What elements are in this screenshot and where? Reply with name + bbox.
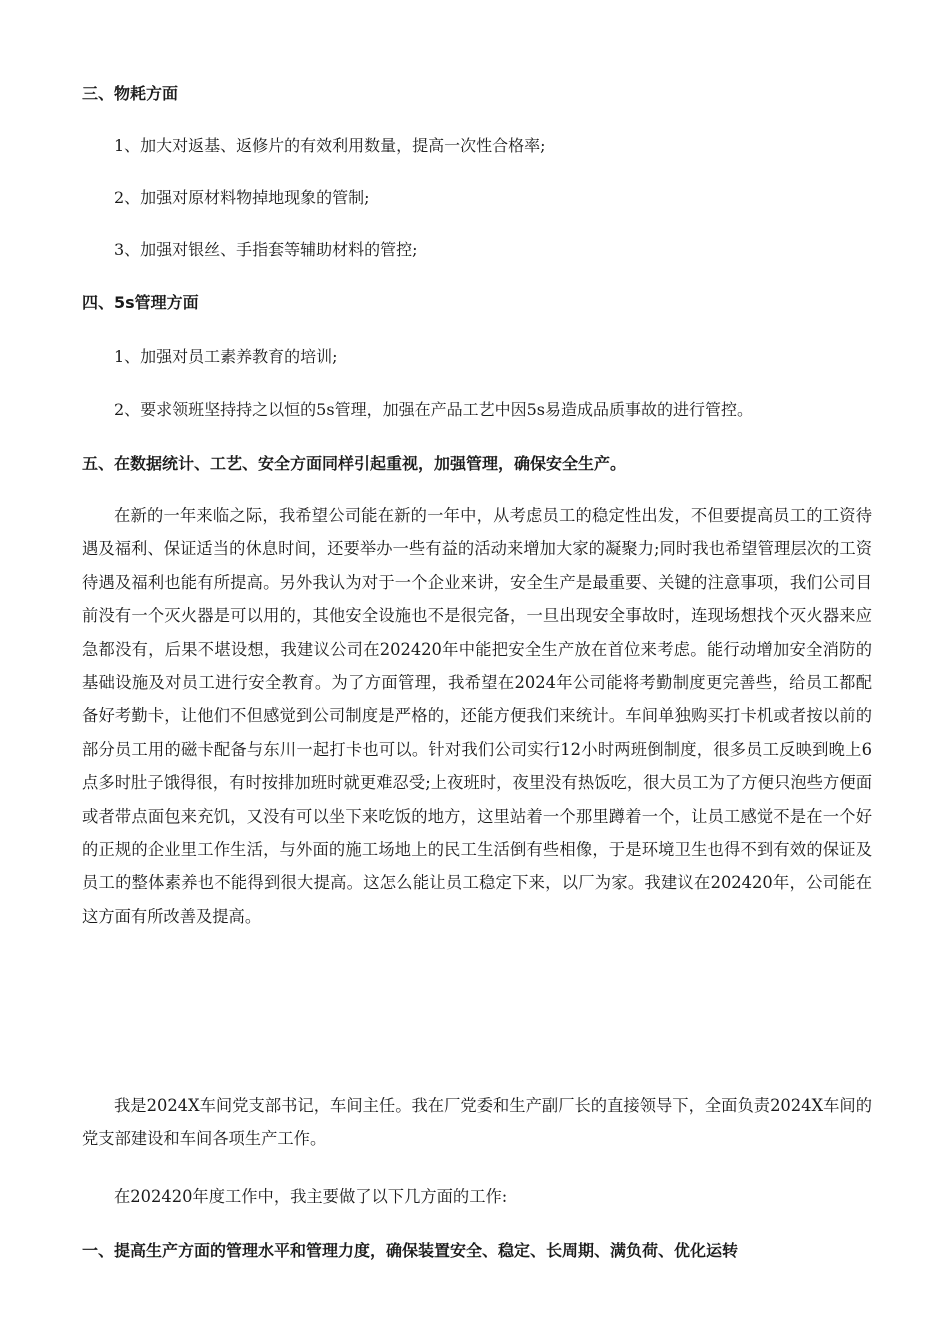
- list-item: 2、要求领班坚持持之以恒的5s管理，加强在产品工艺中因5s易造成品质事故的进行管控。: [114, 400, 753, 419]
- body-paragraph-work-summary: 在202420年度工作中，我主要做了以下几方面的工作:: [114, 1187, 508, 1206]
- section-heading-materials: 三、物耗方面: [82, 84, 179, 103]
- section-heading-5s: 四、5s管理方面: [82, 293, 199, 312]
- section-heading-production: 一、提高生产方面的管理水平和管理力度，确保装置安全、稳定、长周期、满负荷、优化运转: [82, 1241, 739, 1260]
- list-item: 1、加强对员工素养教育的培训;: [114, 347, 338, 366]
- body-paragraph-suggestions: 在新的一年来临之际，我希望公司能在新的一年中，从考虑员工的稳定性出发，不但要提高员工的工资待遇及福利、保证适当的休息时间，还要举办一些有益的活动来增加大家的凝聚力;同时我也希望管理层次的工资待遇及福利也能有所提高。另外我认为对于一个企业来讲，安全生产是最重要、关键的注意事项，我们公司目前没有一个灭火器是可以用的，其他安全设施也不是很完备，一旦出现安全事故时，连现场想找个灭火器来应急都没有，后果不堪设想，我建议公司在202420年中能把安全生产放在首位来考虑。能行动增加安全消防的基础设施及对员工进行安全教育。为了方面管理，我希望在2024年公司能将考勤制度更完善些，给员工都配备好考勤卡，让他们不但感觉到公司制度是严格的，还能方便我们来统计。车间单独购买打卡机或者按以前的部分员工用的磁卡配备与东川一起打卡也可以。针对我们公司实行12小时两班倒制度，很多员工反映到晚上6点多时肚子饿得很，有时按排加班时就更难忍受;上夜班时，夜里没有热饭吃，很大员工为了方便只泡些方便面或者带点面包来充饥，又没有可以坐下来吃饭的地方，这里站着一个那里蹲着一个，让员工感觉不是在一个好的正规的企业里工作生活，与外面的施工场地上的民工生活倒有些相像，于是环境卫生也得不到有效的保证及员工的整体素养也不能得到很大提高。这怎么能让员工稳定下来，以厂为家。我建议在202420年，公司能在这方面有所改善及提高。: [82, 506, 872, 926]
- section-heading-safety: 五、在数据统计、工艺、安全方面同样引起重视，加强管理，确保安全生产。: [82, 454, 627, 473]
- body-paragraph-intro: 我是2024X车间党支部书记，车间主任。我在厂党委和生产副厂长的直接领导下，全面负责2024X车间的党支部建设和车间各项生产工作。: [82, 1096, 872, 1149]
- list-item: 3、加强对银丝、手指套等辅助材料的管控;: [114, 240, 418, 259]
- list-item: 2、加强对原材料物掉地现象的管制;: [114, 188, 370, 207]
- list-item: 1、加大对返基、返修片的有效利用数量，提高一次性合格率;: [114, 136, 546, 155]
